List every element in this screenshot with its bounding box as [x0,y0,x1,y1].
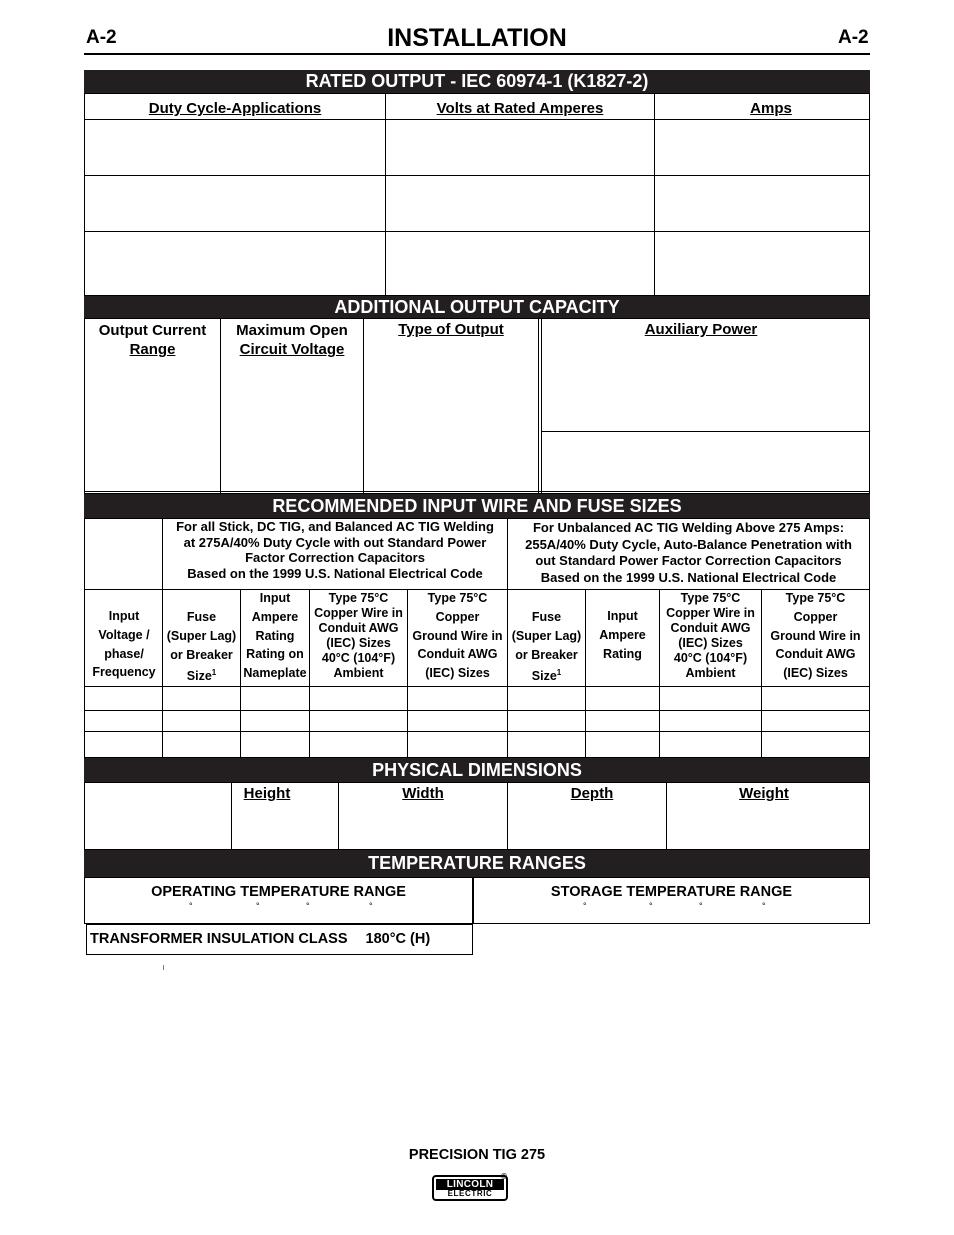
col-text: Type 75°C [680,591,741,605]
col-text: Rating [255,628,295,643]
group-right-line: For Unbalanced AC TIG Welding Above 275 Amps: [532,520,845,535]
additional-bottom-line [85,491,869,492]
col-text: Input [259,591,291,605]
col-text: or Breaker [170,647,233,662]
footnote-mark: 1 [556,668,562,678]
output-current-line: Output Current [98,322,207,339]
col-output-current-range [85,321,220,359]
col-text: phase/ [104,646,144,661]
col-ground-wire-b [762,589,869,683]
rated-output-title: RATED OUTPUT - IEC 60974-1 (K1827-2) [84,70,870,93]
col-text: 40°C (104°F) [673,651,748,665]
degree-mark: ° [369,901,373,911]
col-text: Frequency [92,665,156,680]
col-input-ampere-rating-nameplate [241,589,309,683]
header-rule [84,53,870,55]
degree-mark: ° [306,901,310,911]
dim-col-weight: Weight [739,785,789,802]
additional-output-title: ADDITIONAL OUTPUT CAPACITY [84,296,870,318]
col-copper-wire-a [310,591,407,681]
col-text: Input [607,609,638,623]
footer-model-name: PRECISION TIG 275 [408,1147,546,1163]
col-text: Type 75°C [427,591,488,605]
footnote-mark: 1 [211,668,217,678]
rated-col-volts: Volts at Rated Amperes [436,100,604,117]
col-text: Rating on [246,647,304,662]
col-text: Conduit AWG [670,621,751,635]
group-left-line: Factor Correction Capacitors [245,550,425,566]
col-text: Conduit AWG [775,647,856,662]
input-row-line [85,731,869,732]
col-text: Copper Wire in [666,606,755,620]
rated-col-amps: Amps [750,100,792,117]
col-text: Input [108,609,140,623]
col-text: Copper [435,609,480,624]
col-text: (IEC) Sizes [326,636,391,650]
dim-col-height: Height [243,785,291,802]
col-copper-wire-b [660,591,761,681]
degree-mark: ° [583,901,587,911]
col-text: Ground Wire in [412,628,503,643]
degree-mark: ° [256,901,260,911]
degree-mark: ° [699,901,703,911]
group-left-line: at 275A/40% Duty Cycle with out Standard Power [183,534,487,550]
col-text: Ground Wire in [770,628,861,643]
degree-mark: ° [649,901,653,911]
col-text: Rating [603,646,642,661]
page-number-right: A-2 [838,27,869,48]
max-open-line: Maximum Open [236,322,348,339]
col-text: (IEC) Sizes [425,666,490,681]
col-text-size [508,664,585,686]
col-text: Ambient [685,666,736,680]
col-fuse-breaker-size-b [508,608,585,686]
rated-row-line [85,175,869,176]
input-group-left-heading [163,519,507,581]
col-text: Size [186,669,212,684]
col-text: Copper Wire in [314,606,403,620]
rated-divider-2 [654,93,655,296]
input-row-line [85,710,869,711]
storage-temperature-range: STORAGE TEMPERATURE RANGE [550,884,793,900]
col-auxiliary-power: Auxiliary Power [644,321,758,338]
registered-mark: ® [501,1172,507,1181]
group-right-line: out Standard Power Factor Correction Capacitors [535,553,842,568]
group-left-line: For all Stick, DC TIG, and Balanced AC TIG Welding [176,519,494,534]
input-group-right-heading [508,520,869,586]
operating-temperature-range: OPERATING TEMPERATURE RANGE [151,884,406,900]
aux-power-row-line [541,431,869,432]
range-line: Range [129,341,176,358]
col-fuse-breaker-size-a [163,608,240,686]
rated-output-table [84,93,870,296]
dim-col-depth: Depth [570,785,614,802]
dim-col-width: Width [402,785,444,802]
insulation-class-value: 180°C (H) [365,931,431,947]
col-text: Fuse [531,610,562,624]
col-type-of-output: Type of Output [398,321,504,338]
page-number-left: A-2 [86,27,117,48]
page-title: INSTALLATION [387,24,567,52]
stray-mark [163,965,164,970]
degree-mark: ° [762,901,766,911]
col-text: 40°C (104°F) [321,651,396,665]
rated-row-line [85,231,869,232]
additional-divider [538,318,539,494]
logo-text-top: LINCOLN [436,1179,504,1190]
rated-row-line [85,119,869,120]
additional-divider [363,318,364,494]
col-text: Voltage / [98,627,150,642]
group-right-line: 255A/40% Duty Cycle, Auto-Balance Penetration with [525,536,852,552]
lincoln-electric-logo [432,1175,508,1201]
col-text: Conduit AWG [318,621,399,635]
physical-dimensions-title: PHYSICAL DIMENSIONS [84,758,870,782]
col-max-open-circuit-voltage [221,321,363,359]
col-input-voltage-phase-frequency [86,607,162,682]
additional-divider [541,318,542,494]
col-ground-wire-a [408,589,507,683]
col-text: (Super Lag) [511,628,582,643]
logo-text-bottom: ELECTRIC [447,1189,493,1198]
col-input-ampere-rating [586,607,659,663]
rated-col-duty-cycle: Duty Cycle-Applications [148,100,322,117]
col-text: Fuse [186,610,217,624]
col-text: Size [531,669,557,684]
col-text: Type 75°C [328,591,389,605]
col-text: Ampere [251,609,299,624]
col-text: Type 75°C [785,591,846,605]
col-text: (IEC) Sizes [678,636,743,650]
insulation-class-label [90,931,430,947]
col-text: Copper [793,609,838,624]
col-text: Nameplate [243,666,307,681]
col-text: Conduit AWG [417,647,498,662]
col-text: Ambient [333,666,384,680]
col-text-size [163,664,240,686]
circuit-voltage-line: Circuit Voltage [239,341,345,358]
temperature-ranges-title: TEMPERATURE RANGES [84,850,870,877]
group-left-line: Based on the 1999 U.S. National Electrical Code [187,565,483,581]
rated-divider-1 [385,93,386,296]
col-text: or Breaker [515,647,578,662]
col-text: (Super Lag) [166,628,237,643]
insulation-label-text: TRANSFORMER INSULATION CLASS [90,931,348,947]
group-right-line: Based on the 1999 U.S. National Electrical Code [540,569,837,585]
col-text: (IEC) Sizes [783,666,848,681]
degree-mark: ° [189,901,193,911]
col-text: Ampere [599,627,646,642]
input-wire-title: RECOMMENDED INPUT WIRE AND FUSE SIZES [84,494,870,518]
